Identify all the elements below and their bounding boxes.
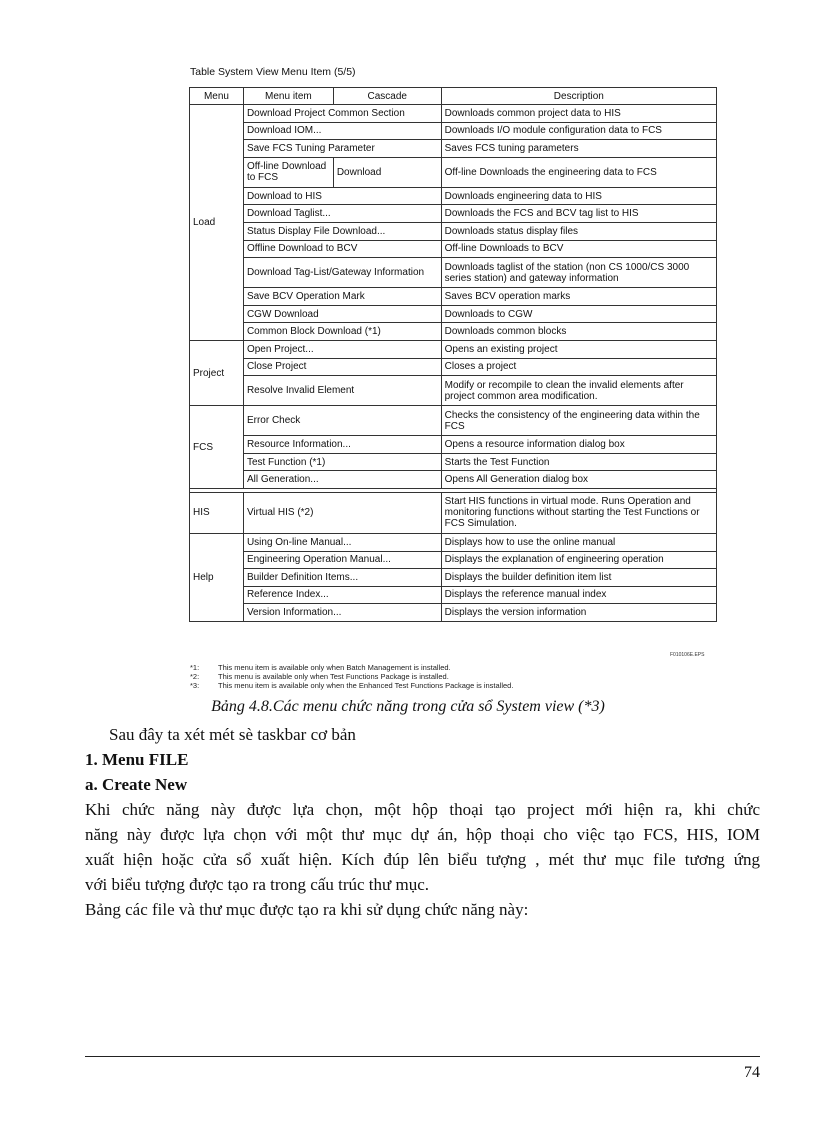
table-row [190, 222, 717, 240]
table-row [190, 258, 717, 288]
page-number: 74 [744, 1064, 760, 1081]
menu-group-fcs: FCS [190, 406, 244, 489]
table-row [190, 187, 717, 205]
table-row [190, 586, 717, 604]
cascade-cell: Download [333, 157, 441, 187]
description-cell: Downloads taglist of the station (non CS 1000/CS 3000 series station) and gateway information [441, 258, 716, 288]
menu-group-his: HIS [190, 492, 244, 533]
description-cell: Displays how to use the online manual [441, 533, 716, 551]
description-cell: Off-line Downloads to BCV [441, 240, 716, 258]
menu-item-cell: Close Project [243, 358, 441, 376]
description-cell: Downloads status display files [441, 222, 716, 240]
menu-item-cell: Status Display File Download... [243, 222, 441, 240]
description-cell: Starts the Test Function [441, 453, 716, 471]
table-row [190, 492, 717, 533]
table-row [190, 205, 717, 223]
menu-item-cell: Virtual HIS (*2) [243, 492, 441, 533]
menu-item-cell: Open Project... [243, 340, 441, 358]
paragraph-line: xuất hiện hoặc cửa sổ xuất hiện. Kích đúp lên biểu tượng , mét thư mục file tương ứng [85, 850, 760, 869]
menu-item-cell: Engineering Operation Manual... [243, 551, 441, 569]
subsection-heading: a. Create New [85, 775, 188, 794]
footnote [190, 672, 513, 681]
footnotes [190, 663, 513, 690]
table-row [190, 471, 717, 489]
table-row [190, 376, 717, 406]
footnote-text: This menu is available only when Test Functions Package is installed. [218, 672, 449, 681]
table-row [190, 105, 717, 123]
paragraph-line: với biểu tượng được tạo ra trong cấu trúc thư mục. [85, 875, 429, 894]
closing-text: Bảng các file và thư mục được tạo ra khi sử dụng chức năng này: [85, 900, 529, 919]
menu-item-cell: Test Function (*1) [243, 453, 441, 471]
footnote-text: This menu item is available only when the Enhanced Test Functions Package is installed. [218, 681, 514, 690]
description-cell: Saves FCS tuning parameters [441, 140, 716, 158]
table-row [190, 436, 717, 454]
description-cell: Displays the explanation of engineering operation [441, 551, 716, 569]
menu-item-cell: All Generation... [243, 471, 441, 489]
menu-item-cell: Common Block Download (*1) [243, 323, 441, 341]
description-cell: Opens an existing project [441, 340, 716, 358]
column-header-menu-item: Menu item [243, 88, 333, 105]
footer-divider [85, 1056, 760, 1057]
description-cell: Downloads engineering data to HIS [441, 187, 716, 205]
description-cell: Displays the version information [441, 604, 716, 622]
table-row [190, 340, 717, 358]
body-text [85, 722, 760, 922]
table-row [190, 551, 717, 569]
table-row [190, 604, 717, 622]
menu-item-cell: Download Tag-List/Gateway Information [243, 258, 441, 288]
menu-item-cell: Download IOM... [243, 122, 441, 140]
menu-item-cell: Off-line Download to FCS [243, 157, 333, 187]
menu-item-cell: Reference Index... [243, 586, 441, 604]
menu-item-cell: Error Check [243, 406, 441, 436]
description-cell: Saves BCV operation marks [441, 288, 716, 306]
menu-item-cell: Download Project Common Section [243, 105, 441, 123]
description-cell: Modify or recompile to clean the invalid elements after project common area modification. [441, 376, 716, 406]
menu-item-cell: Resource Information... [243, 436, 441, 454]
table-row [190, 358, 717, 376]
column-header-cascade: Cascade [333, 88, 441, 105]
menu-item-cell: Offline Download to BCV [243, 240, 441, 258]
menu-group-load: Load [190, 105, 244, 341]
description-cell: Displays the builder definition item list [441, 569, 716, 587]
paragraph-line: năng này được lựa chọn với một thư mục dự án, hộp thoại cho việc tạo FCS, HIS, IOM [85, 825, 760, 844]
table-row [190, 569, 717, 587]
menu-item-cell: Resolve Invalid Element [243, 376, 441, 406]
table-row [190, 122, 717, 140]
intro-text: Sau đây ta xét mét sè taskbar cơ bản [109, 725, 356, 744]
description-cell: Opens a resource information dialog box [441, 436, 716, 454]
menu-group-project: Project [190, 340, 244, 405]
footnote [190, 681, 513, 690]
table-row [190, 305, 717, 323]
description-cell: Downloads to CGW [441, 305, 716, 323]
column-header-menu: Menu [190, 88, 244, 105]
table-row [190, 140, 717, 158]
description-cell: Closes a project [441, 358, 716, 376]
menu-item-cell: Save BCV Operation Mark [243, 288, 441, 306]
menu-item-cell: CGW Download [243, 305, 441, 323]
table-row [190, 288, 717, 306]
table-row [190, 533, 717, 551]
description-cell: Downloads common project data to HIS [441, 105, 716, 123]
description-cell: Opens All Generation dialog box [441, 471, 716, 489]
table-caption: Bảng 4.8.Các menu chức năng trong cửa sổ System view (*3) [211, 698, 605, 715]
footnote-text: This menu item is available only when Batch Management is installed. [218, 663, 451, 672]
menu-item-cell: Using On-line Manual... [243, 533, 441, 551]
menu-group-help: Help [190, 533, 244, 621]
paragraph-line: Khi chức năng này được lựa chọn, một hộp thoại tạo project mới hiện ra, khi chức [85, 800, 760, 819]
description-cell: Downloads the FCS and BCV tag list to HIS [441, 205, 716, 223]
figure-code: F010106E.EPS [670, 652, 705, 658]
footnote-mark: *2: [190, 672, 200, 681]
table-row [190, 406, 717, 436]
section-heading: 1. Menu FILE [85, 750, 189, 769]
description-cell: Downloads I/O module configuration data to FCS [441, 122, 716, 140]
footnote [190, 663, 513, 672]
menu-item-cell: Download Taglist... [243, 205, 441, 223]
description-cell: Downloads common blocks [441, 323, 716, 341]
table-row [190, 323, 717, 341]
table-row [190, 453, 717, 471]
footnote-mark: *1: [190, 663, 200, 672]
system-view-menu-table [189, 87, 717, 622]
description-cell: Start HIS functions in virtual mode. Runs Operation and monitoring functions without starting the Test Functions or FCS Simulation. [441, 492, 716, 533]
menu-item-cell: Version Information... [243, 604, 441, 622]
table-title: Table System View Menu Item (5/5) [190, 66, 356, 78]
table-row [190, 240, 717, 258]
column-header-description: Description [441, 88, 716, 105]
menu-item-cell: Builder Definition Items... [243, 569, 441, 587]
description-cell: Displays the reference manual index [441, 586, 716, 604]
menu-item-cell: Save FCS Tuning Parameter [243, 140, 441, 158]
menu-item-cell: Download to HIS [243, 187, 441, 205]
table-row [190, 157, 717, 187]
description-cell: Checks the consistency of the engineering data within the FCS [441, 406, 716, 436]
footnote-mark: *3: [190, 681, 200, 690]
description-cell: Off-line Downloads the engineering data to FCS [441, 157, 716, 187]
